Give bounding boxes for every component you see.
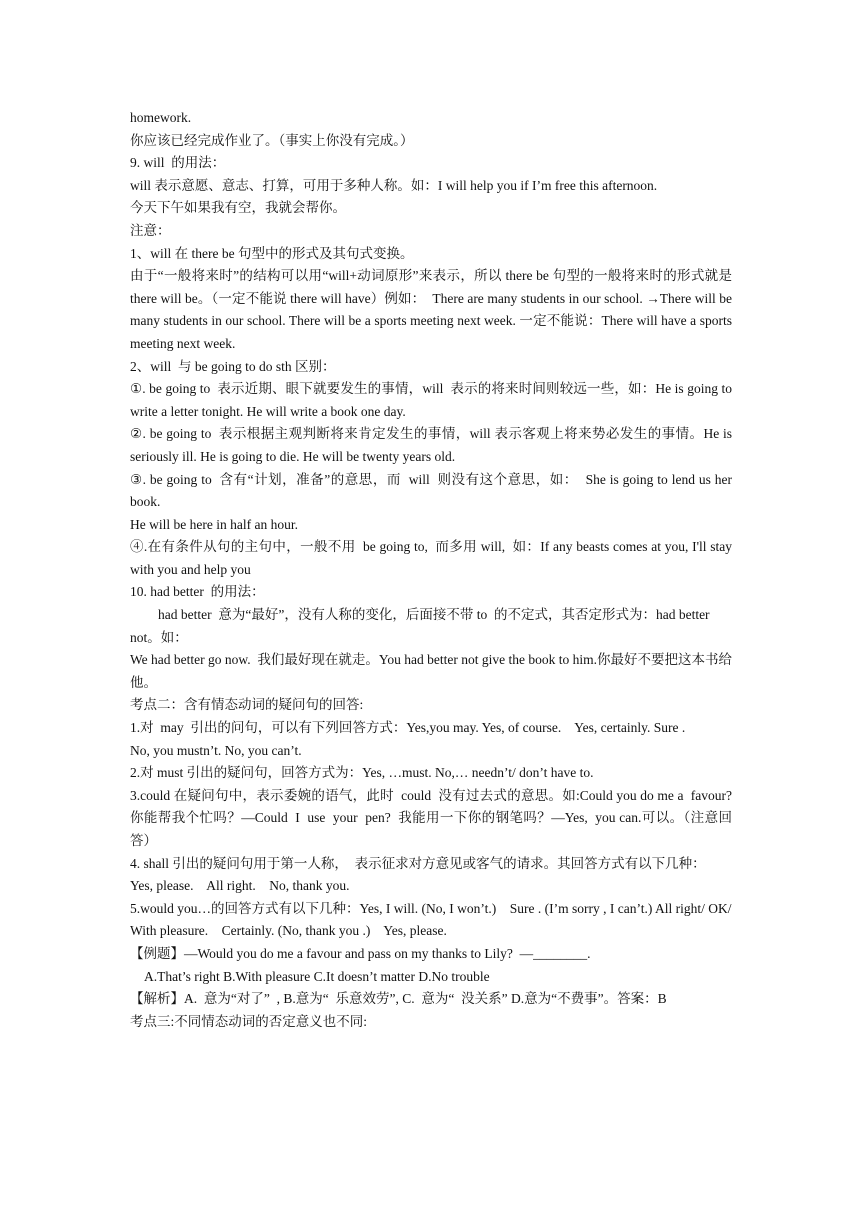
text-line: homework. [130, 110, 192, 125]
section-heading-will: 9. will 的用法： [130, 155, 226, 171]
section-heading-point-three: 考点三:不同情态动词的否定意义也不同: [130, 1013, 368, 1029]
text-line: 2、will 与 be going to do sth 区别： [130, 358, 336, 374]
paragraph: 1.对 may 引出的问句，可以有下列回答方式：Yes,you may. Yes, of course. Yes, certainly. Sure . [130, 720, 686, 736]
text-line: Yes, please. All right. No, thank you. [130, 878, 350, 894]
text-line: He will be here in half an hour. [130, 516, 298, 532]
text-line: 1、will 在 there be 句型中的形式及其句式变换。 [130, 245, 414, 261]
section-heading-had-better: 10. had better 的用法： [130, 584, 265, 600]
paragraph: 由于“一般将来时”的结构可以用“will+动词原形”来表示，所以 there be 句型的一般将来时的形式就是 there will be。（一定不能说 there will have）例如： There are many students in our school. →There will be many students in our school. There will be a sports meeting next week. 一定不能说：There will have a sports meeting next week. [130, 268, 736, 351]
section-heading-point-two: 考点二：含有情态动词的疑问句的回答: [130, 697, 364, 713]
text-line: 2.对 must 引出的疑问句，回答方式为：Yes, …must. No,… needn’t/ don’t have to. [130, 765, 594, 781]
paragraph: ②. be going to 表示根据主观判断将来肯定发生的事情，will 表示客观上将来势必发生的事情。He is seriously ill. He is going to die. He will be twenty years old. [130, 426, 736, 464]
paragraph: 5.would you…的回答方式有以下几种：Yes, I will. (No, I won’t.) Sure . (I’m sorry , I can’t.) All right/ OK/ With pleasure. Certainly. (No, thank you .) Yes, please. [130, 900, 735, 939]
paragraph: 4. shall 引出的疑问句用于第一人称， 表示征求对方意见或客气的请求。其回答方式有以下几种： [130, 855, 706, 871]
note-heading: 注意： [130, 222, 171, 238]
paragraph: We had better go now. 我们最好现在就走。You had better not give the book to him.你最好不要把这本书给他。 [130, 652, 732, 690]
document-body [130, 107, 739, 1033]
text-line: 你应该已经完成作业了。（事实上你没有完成。） [130, 132, 414, 148]
example-analysis: 【解析】A. 意为“对了” , B.意为“ 乐意效劳”, C. 意为“ 没关系” D.意为“不费事”。答案：B [130, 991, 667, 1007]
example-options: A.That’s right B.With pleasure C.It doesn’t matter D.No trouble [144, 968, 490, 984]
paragraph: had better 意为“最好”，没有人称的变化，后面接不带 to 的不定式，其否定形式为：had better not。如： [130, 607, 713, 645]
text-line: 今天下午如果我有空，我就会帮你。 [130, 200, 346, 216]
text-line: will 表示意愿、意志、打算，可用于多种人称。如：I will help you if I’m free this afternoon. [130, 177, 658, 193]
text-line: No, you mustn’t. No, you can’t. [130, 742, 302, 758]
paragraph: ①. be going to 表示近期、眼下就要发生的事情，will 表示的将来时间则较远一些，如：He is going to write a letter tonight. He will write a book one day. [130, 381, 736, 419]
paragraph: ③. be going to 含有“计划，准备”的意思，而 will 则没有这个意思，如： She is going to lend us her book. [130, 471, 736, 510]
example-question: 【例题】—Would you do me a favour and pass on my thanks to Lily? —________. [130, 945, 591, 961]
paragraph: ④.在有条件从句的主句中，一般不用 be going to, 而多用 will, 如：If any beasts comes at you, I'll stay with you and help you [130, 539, 736, 577]
paragraph: 3.could 在疑问句中，表示委婉的语气，此时 could 没有过去式的意思。如:Could you do me a favour? 你能帮我个忙吗？—Could I use your pen? 我能用一下你的钢笔吗？—Yes, you can.可以。（注意回答） [130, 787, 739, 848]
